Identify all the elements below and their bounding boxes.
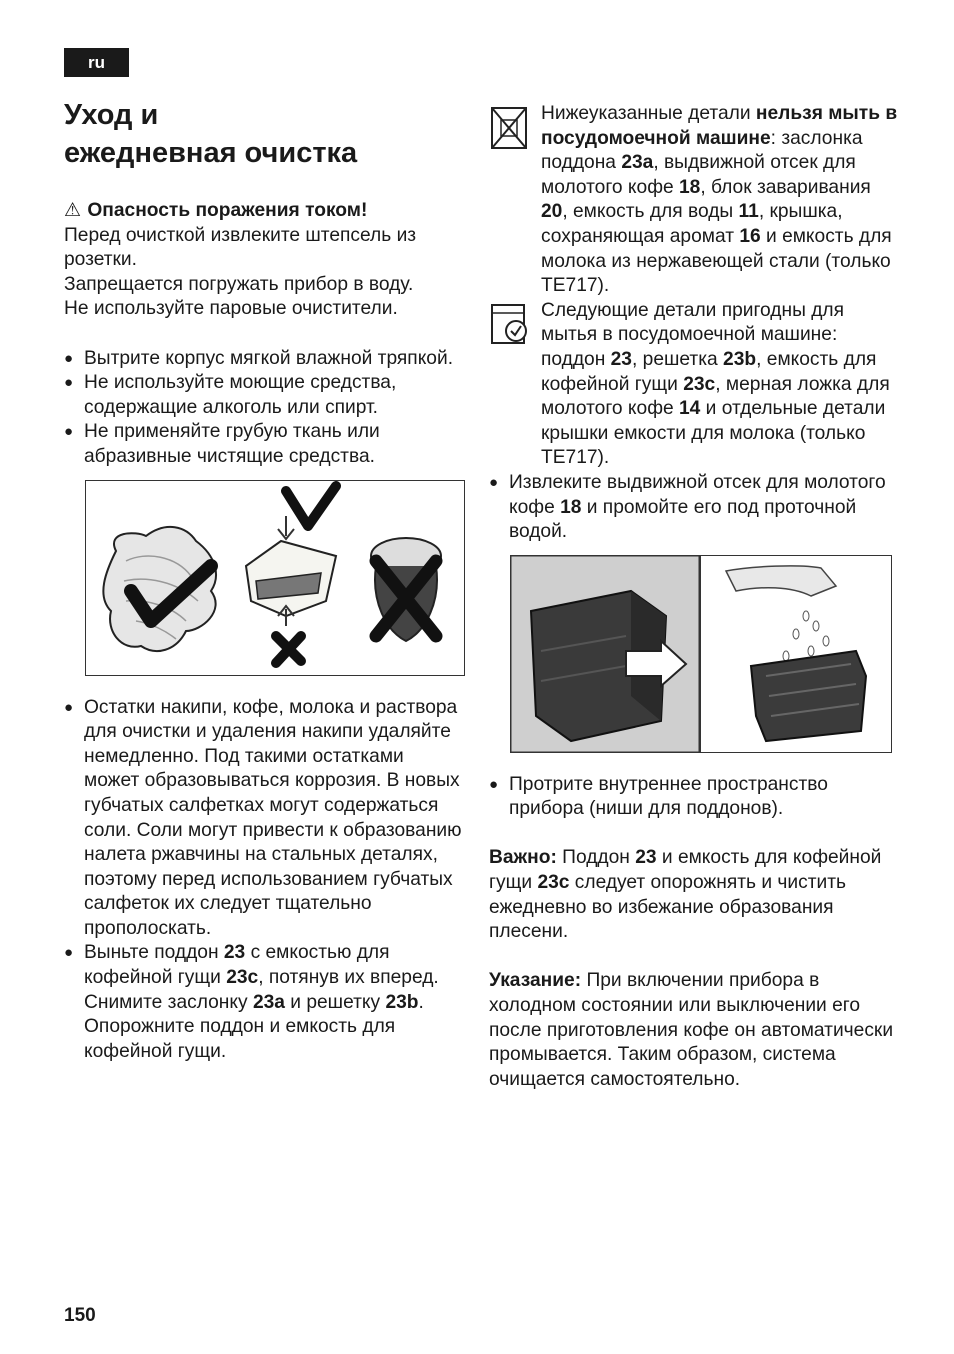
page-number: 150	[64, 1305, 96, 1326]
not-dishwasher-note: Нижеуказанные детали нельзя мыть в посудомоечной машине: заслонка поддона 23a, выдвижной отсек для молотого кофе 18, блок заваривания 20, емкость для воды 11, крышка, сохраняющая аромат 16 и емкость для молока из нержавеющей стали (только TE717).	[489, 102, 899, 299]
left-column	[64, 199, 464, 1064]
right-column	[489, 102, 899, 1092]
warning-triangle-icon: ⚠	[64, 200, 82, 221]
drawer-rinse-illustration	[511, 556, 891, 752]
title-line-2: ежедневная очистка	[64, 137, 358, 169]
list-item: ● Не используйте моющие средства, содержащие алкоголь или спирт.	[64, 371, 464, 420]
warning-line-3: Не используйте паровые очистители.	[64, 298, 398, 320]
care-bullets	[64, 347, 464, 470]
cloth-sponge-illustration	[86, 481, 464, 675]
dishwasher-safe-note: Следующие детали пригодны для мытья в посудомоечной машине: поддон 23, решетка 23b, емкость для кофейной гущи 23c, мерная ложка для молотого кофе 14 и отдельные детали крышки емкости для молока (только TE717).	[489, 299, 899, 471]
page-title	[64, 96, 454, 172]
list-item: ● Остатки накипи, кофе, молока и раствора для очистки и удаления накипи удаляйте немедленно. Под такими остатками может образовываться коррозия. В новых губчатых салфетках могут содержаться соли. Соли могут привести к образованию налета ржавчины на стальных деталях, поэтому перед использованием губчатых салфеток их следует тщательно прополоскать.	[64, 696, 464, 942]
warning-line-1: Перед очисткой извлеките штепсель из розетки.	[64, 224, 417, 271]
list-item: ● Не применяйте грубую ткань или абразивные чистящие средства.	[64, 420, 464, 469]
list-item: ● Протрите внутреннее пространство прибора (ниши для поддонов).	[489, 773, 899, 822]
dishwasher-safe-icon	[489, 301, 529, 349]
hint-note: Указание: При включении прибора в холодном состоянии или выключении его после приготовления кофе он автоматически промывается. Таким образом, система очищается самостоятельно.	[489, 970, 894, 1090]
language-tab: ru	[64, 48, 129, 77]
warning-line-2: Запрещается погружать прибор в воду.	[64, 273, 414, 295]
interior-bullets	[489, 773, 899, 822]
no-dishwasher-icon	[489, 104, 529, 152]
drawer-bullets	[489, 471, 899, 545]
list-item: ● Вытрите корпус мягкой влажной тряпкой.	[64, 347, 464, 372]
important-note: Важно: Поддон 23 и емкость для кофейной гущи 23c следует опорожнять и чистить ежедневно во избежание образования плесени.	[489, 847, 882, 943]
residue-bullets	[64, 696, 464, 1065]
cleaning-cloth-illustration	[85, 480, 465, 676]
warning-heading: ⚠ Опасность поражения током!	[64, 199, 464, 224]
list-item: ● Извлеките выдвижной отсек для молотого кофе 18 и промойте его под проточной водой.	[489, 471, 899, 545]
coffee-drawer-illustration	[510, 555, 892, 753]
list-item: ● Выньте поддон 23 с емкостью для кофейной гущи 23c, потянув их вперед. Снимите заслонку 23a и решетку 23b. Опорожните поддон и емкость для кофейной гущи.	[64, 941, 464, 1064]
title-line-1: Уход и	[64, 99, 159, 131]
